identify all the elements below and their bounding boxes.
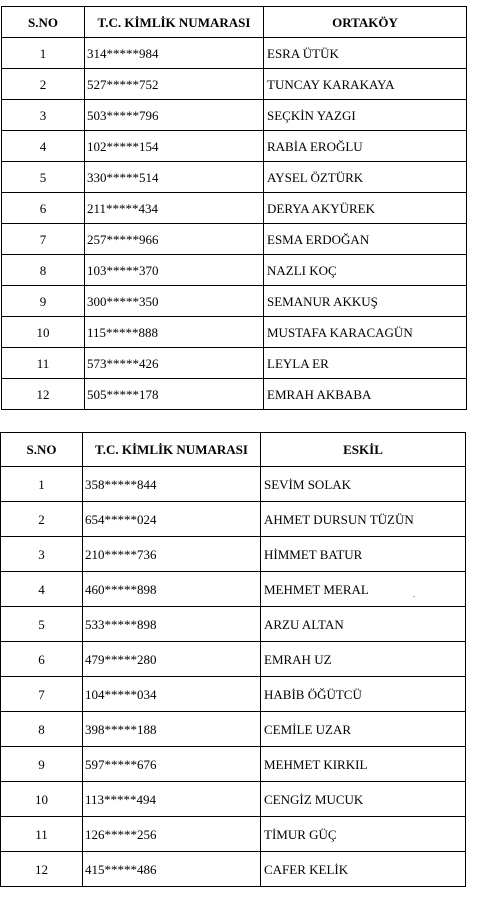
tc-number: 533*****898 — [83, 607, 261, 642]
table-row — [2, 162, 467, 193]
person-name: ESRA ÜTÜK — [264, 38, 467, 69]
person-name: TİMUR GÜÇ — [261, 817, 466, 852]
table-row — [2, 38, 467, 69]
row-number: 5 — [2, 162, 85, 193]
tc-number: 257*****966 — [85, 224, 264, 255]
row-number: 12 — [1, 852, 83, 887]
row-number: 6 — [2, 193, 85, 224]
table-row — [1, 817, 466, 852]
table-row — [2, 69, 467, 100]
person-name: CAFER KELİK — [261, 852, 466, 887]
tc-number: 102*****154 — [85, 131, 264, 162]
person-name: DERYA AKYÜREK — [264, 193, 467, 224]
row-number: 2 — [2, 69, 85, 100]
table-row — [1, 537, 466, 572]
person-name: ESMA ERDOĞAN — [264, 224, 467, 255]
person-name: TUNCAY KARAKAYA — [264, 69, 467, 100]
tc-number: 113*****494 — [83, 782, 261, 817]
row-number: 10 — [2, 317, 85, 348]
row-number: 3 — [2, 100, 85, 131]
header-location: ESKİL — [261, 433, 466, 467]
row-number: 4 — [2, 131, 85, 162]
tc-number: 210*****736 — [83, 537, 261, 572]
row-number: 1 — [1, 467, 83, 502]
row-number: 10 — [1, 782, 83, 817]
table-row — [1, 607, 466, 642]
row-number: 9 — [2, 286, 85, 317]
person-name: MEHMET MERAL — [261, 572, 466, 607]
table-row — [2, 379, 467, 410]
header-sno: S.NO — [1, 433, 83, 467]
table-row — [1, 712, 466, 747]
table-header-row — [1, 433, 466, 467]
tc-number: 104*****034 — [83, 677, 261, 712]
table-row — [2, 317, 467, 348]
person-name: SEMANUR AKKUŞ — [264, 286, 467, 317]
header-sno: S.NO — [2, 7, 85, 38]
tc-number: 115*****888 — [85, 317, 264, 348]
tc-number: 398*****188 — [83, 712, 261, 747]
person-name: CENGİZ MUCUK — [261, 782, 466, 817]
stray-mark: . — [413, 590, 415, 599]
table-body — [1, 467, 466, 887]
person-name: MUSTAFA KARACAGÜN — [264, 317, 467, 348]
row-number: 3 — [1, 537, 83, 572]
tc-number: 573*****426 — [85, 348, 264, 379]
row-number: 1 — [2, 38, 85, 69]
table-header-row — [2, 7, 467, 38]
tc-number: 460*****898 — [83, 572, 261, 607]
person-name: ARZU ALTAN — [261, 607, 466, 642]
eskil-table — [0, 432, 466, 887]
table-row — [1, 467, 466, 502]
table-row — [2, 100, 467, 131]
person-name: RABİA EROĞLU — [264, 131, 467, 162]
tc-number: 503*****796 — [85, 100, 264, 131]
row-number: 12 — [2, 379, 85, 410]
person-name: SEÇKİN YAZGI — [264, 100, 467, 131]
header-location: ORTAKÖY — [264, 7, 467, 38]
tc-number: 505*****178 — [85, 379, 264, 410]
row-number: 8 — [2, 255, 85, 286]
person-name: LEYLA ER — [264, 348, 467, 379]
table-row — [2, 348, 467, 379]
table-row — [1, 852, 466, 887]
person-name: CEMİLE UZAR — [261, 712, 466, 747]
table-row — [1, 677, 466, 712]
row-number: 11 — [1, 817, 83, 852]
table-row — [2, 193, 467, 224]
person-name: EMRAH UZ — [261, 642, 466, 677]
table-row — [1, 642, 466, 677]
table-row — [2, 131, 467, 162]
person-name: AYSEL ÖZTÜRK — [264, 162, 467, 193]
tc-number: 479*****280 — [83, 642, 261, 677]
table-row — [1, 572, 466, 607]
row-number: 2 — [1, 502, 83, 537]
row-number: 4 — [1, 572, 83, 607]
header-tc-number: T.C. KİMLİK NUMARASI — [85, 7, 264, 38]
ortakoy-table — [1, 6, 467, 410]
tc-number: 597*****676 — [83, 747, 261, 782]
person-name: HABİB ÖĞÜTCÜ — [261, 677, 466, 712]
tc-number: 415*****486 — [83, 852, 261, 887]
row-number: 7 — [2, 224, 85, 255]
person-name: SEVİM SOLAK — [261, 467, 466, 502]
tc-number: 330*****514 — [85, 162, 264, 193]
tc-number: 527*****752 — [85, 69, 264, 100]
person-name: AHMET DURSUN TÜZÜN — [261, 502, 466, 537]
tc-number: 314*****984 — [85, 38, 264, 69]
tc-number: 358*****844 — [83, 467, 261, 502]
person-name: MEHMET KIRKIL — [261, 747, 466, 782]
header-tc-number: T.C. KİMLİK NUMARASI — [83, 433, 261, 467]
table-row — [2, 255, 467, 286]
person-name: HİMMET BATUR — [261, 537, 466, 572]
tc-number: 103*****370 — [85, 255, 264, 286]
row-number: 8 — [1, 712, 83, 747]
row-number: 6 — [1, 642, 83, 677]
table-row — [1, 747, 466, 782]
tc-number: 211*****434 — [85, 193, 264, 224]
row-number: 7 — [1, 677, 83, 712]
table-row — [1, 502, 466, 537]
table-row — [2, 286, 467, 317]
person-name: EMRAH AKBABA — [264, 379, 467, 410]
table-row — [2, 224, 467, 255]
row-number: 5 — [1, 607, 83, 642]
table-body — [2, 38, 467, 410]
table-row — [1, 782, 466, 817]
person-name: NAZLI KOÇ — [264, 255, 467, 286]
tc-number: 654*****024 — [83, 502, 261, 537]
tc-number: 126*****256 — [83, 817, 261, 852]
row-number: 9 — [1, 747, 83, 782]
tc-number: 300*****350 — [85, 286, 264, 317]
row-number: 11 — [2, 348, 85, 379]
